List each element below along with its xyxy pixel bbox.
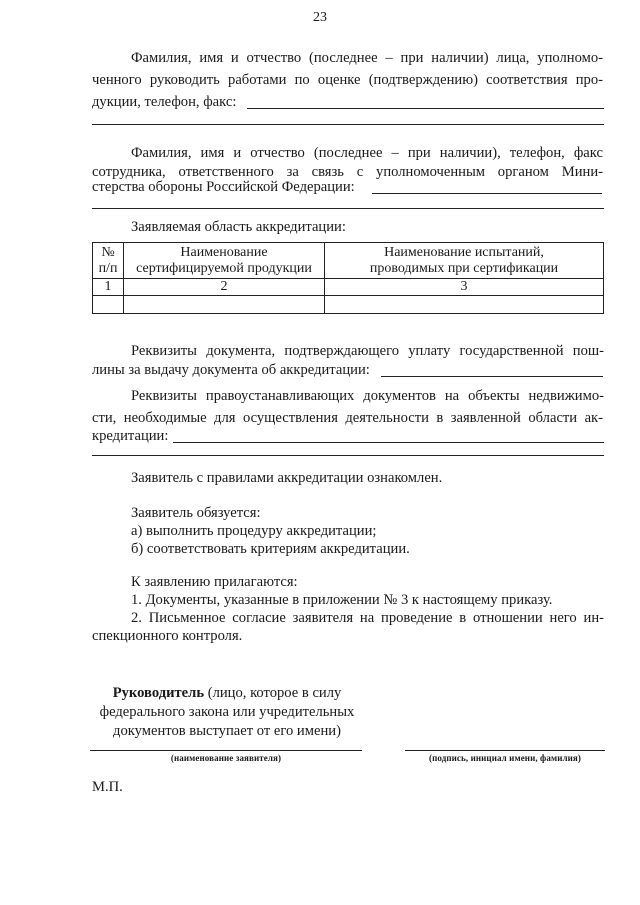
property-docs-line-3: кредитации: (92, 428, 169, 444)
property-docs-line-1: Реквизиты правоустанавливающих документов на объекты недвижимо- (131, 388, 604, 404)
stamp-place: М.П. (92, 779, 123, 795)
scope-label: Заявляемая область аккредитации: (131, 219, 346, 235)
signature-field[interactable] (405, 750, 605, 751)
accreditation-scope-table (92, 242, 604, 314)
authorized-person-line-2: ченного руководить работами по оценке (подтверждению) соответствия про- (92, 72, 603, 88)
contact-person-line-2: сотрудника, ответственного за связь с уполномоченным органом Мини- (92, 164, 603, 180)
fee-details-line-2: лины за выдачу документа об аккредитации: (92, 362, 370, 378)
contact-person-field-extra[interactable] (92, 208, 604, 209)
table-row[interactable] (93, 296, 604, 314)
fee-details-field[interactable] (381, 376, 603, 377)
property-docs-field[interactable] (173, 442, 604, 443)
page-number: 23 (313, 10, 327, 25)
col-number-1: 1 (93, 279, 124, 296)
table-numbering-row (93, 279, 604, 296)
authorized-person-field-extra[interactable] (92, 124, 604, 125)
authorized-person-line-1: Фамилия, имя и отчество (последнее – при наличии) лица, уполномо- (131, 50, 603, 66)
head-title-line-2: федерального закона или учредительных (99, 704, 355, 720)
attachment-item-2-line-2: спекционного контроля. (92, 628, 243, 644)
table-cell[interactable] (124, 296, 325, 314)
head-title: Руководитель (112, 685, 205, 701)
obligation-b: б) соответствовать критериям аккредитации. (131, 541, 410, 557)
col-number-3: 3 (325, 279, 604, 296)
attachment-item-1: 1. Документы, указанные в приложении № 3 к настоящему приказу. (131, 592, 553, 608)
attachment-item-2-line-1: 2. Письменное согласие заявителя на проведение в отношении него ин- (131, 610, 604, 626)
col-number-2: 2 (124, 279, 325, 296)
attachments-title: К заявлению прилагаются: (131, 574, 298, 590)
table-cell[interactable] (93, 296, 124, 314)
applicant-name-field[interactable] (90, 750, 362, 751)
head-title-line-3: документов выступает от его имени) (113, 723, 341, 739)
authorized-person-line-3: дукции, телефон, факс: (92, 94, 237, 110)
obligation-a: а) выполнить процедуру аккредитации; (131, 523, 377, 539)
head-title-line: Руководитель (лицо, которое в силу (112, 685, 342, 701)
contact-person-line-1: Фамилия, имя и отчество (последнее – при наличии), телефон, факс (131, 145, 603, 161)
obligations-title: Заявитель обязуется: (131, 505, 261, 521)
header-number: № п/п (93, 243, 124, 279)
contact-person-field[interactable] (372, 193, 602, 194)
header-product: Наименование сертифицируемой продукции (124, 243, 325, 279)
acquainted-statement: Заявитель с правилами аккредитации ознакомлен. (131, 470, 443, 486)
contact-person-line-3: стерства обороны Российской Федерации: (92, 179, 355, 195)
property-docs-line-2: сти, необходимые для осуществления деятельности в заявленной области ак- (92, 410, 603, 426)
property-docs-field-extra[interactable] (92, 455, 604, 456)
table-header-row (93, 243, 604, 279)
head-signature-block (92, 684, 362, 741)
authorized-person-field[interactable] (247, 108, 604, 109)
table-cell[interactable] (325, 296, 604, 314)
header-tests: Наименование испытаний, проводимых при сертификации (325, 243, 604, 279)
fee-details-line-1: Реквизиты документа, подтверждающего уплату государственной пош- (131, 343, 604, 359)
signature-caption: (подпись, инициал имени, фамилия) (428, 753, 582, 763)
applicant-name-caption: (наименование заявителя) (170, 753, 282, 763)
